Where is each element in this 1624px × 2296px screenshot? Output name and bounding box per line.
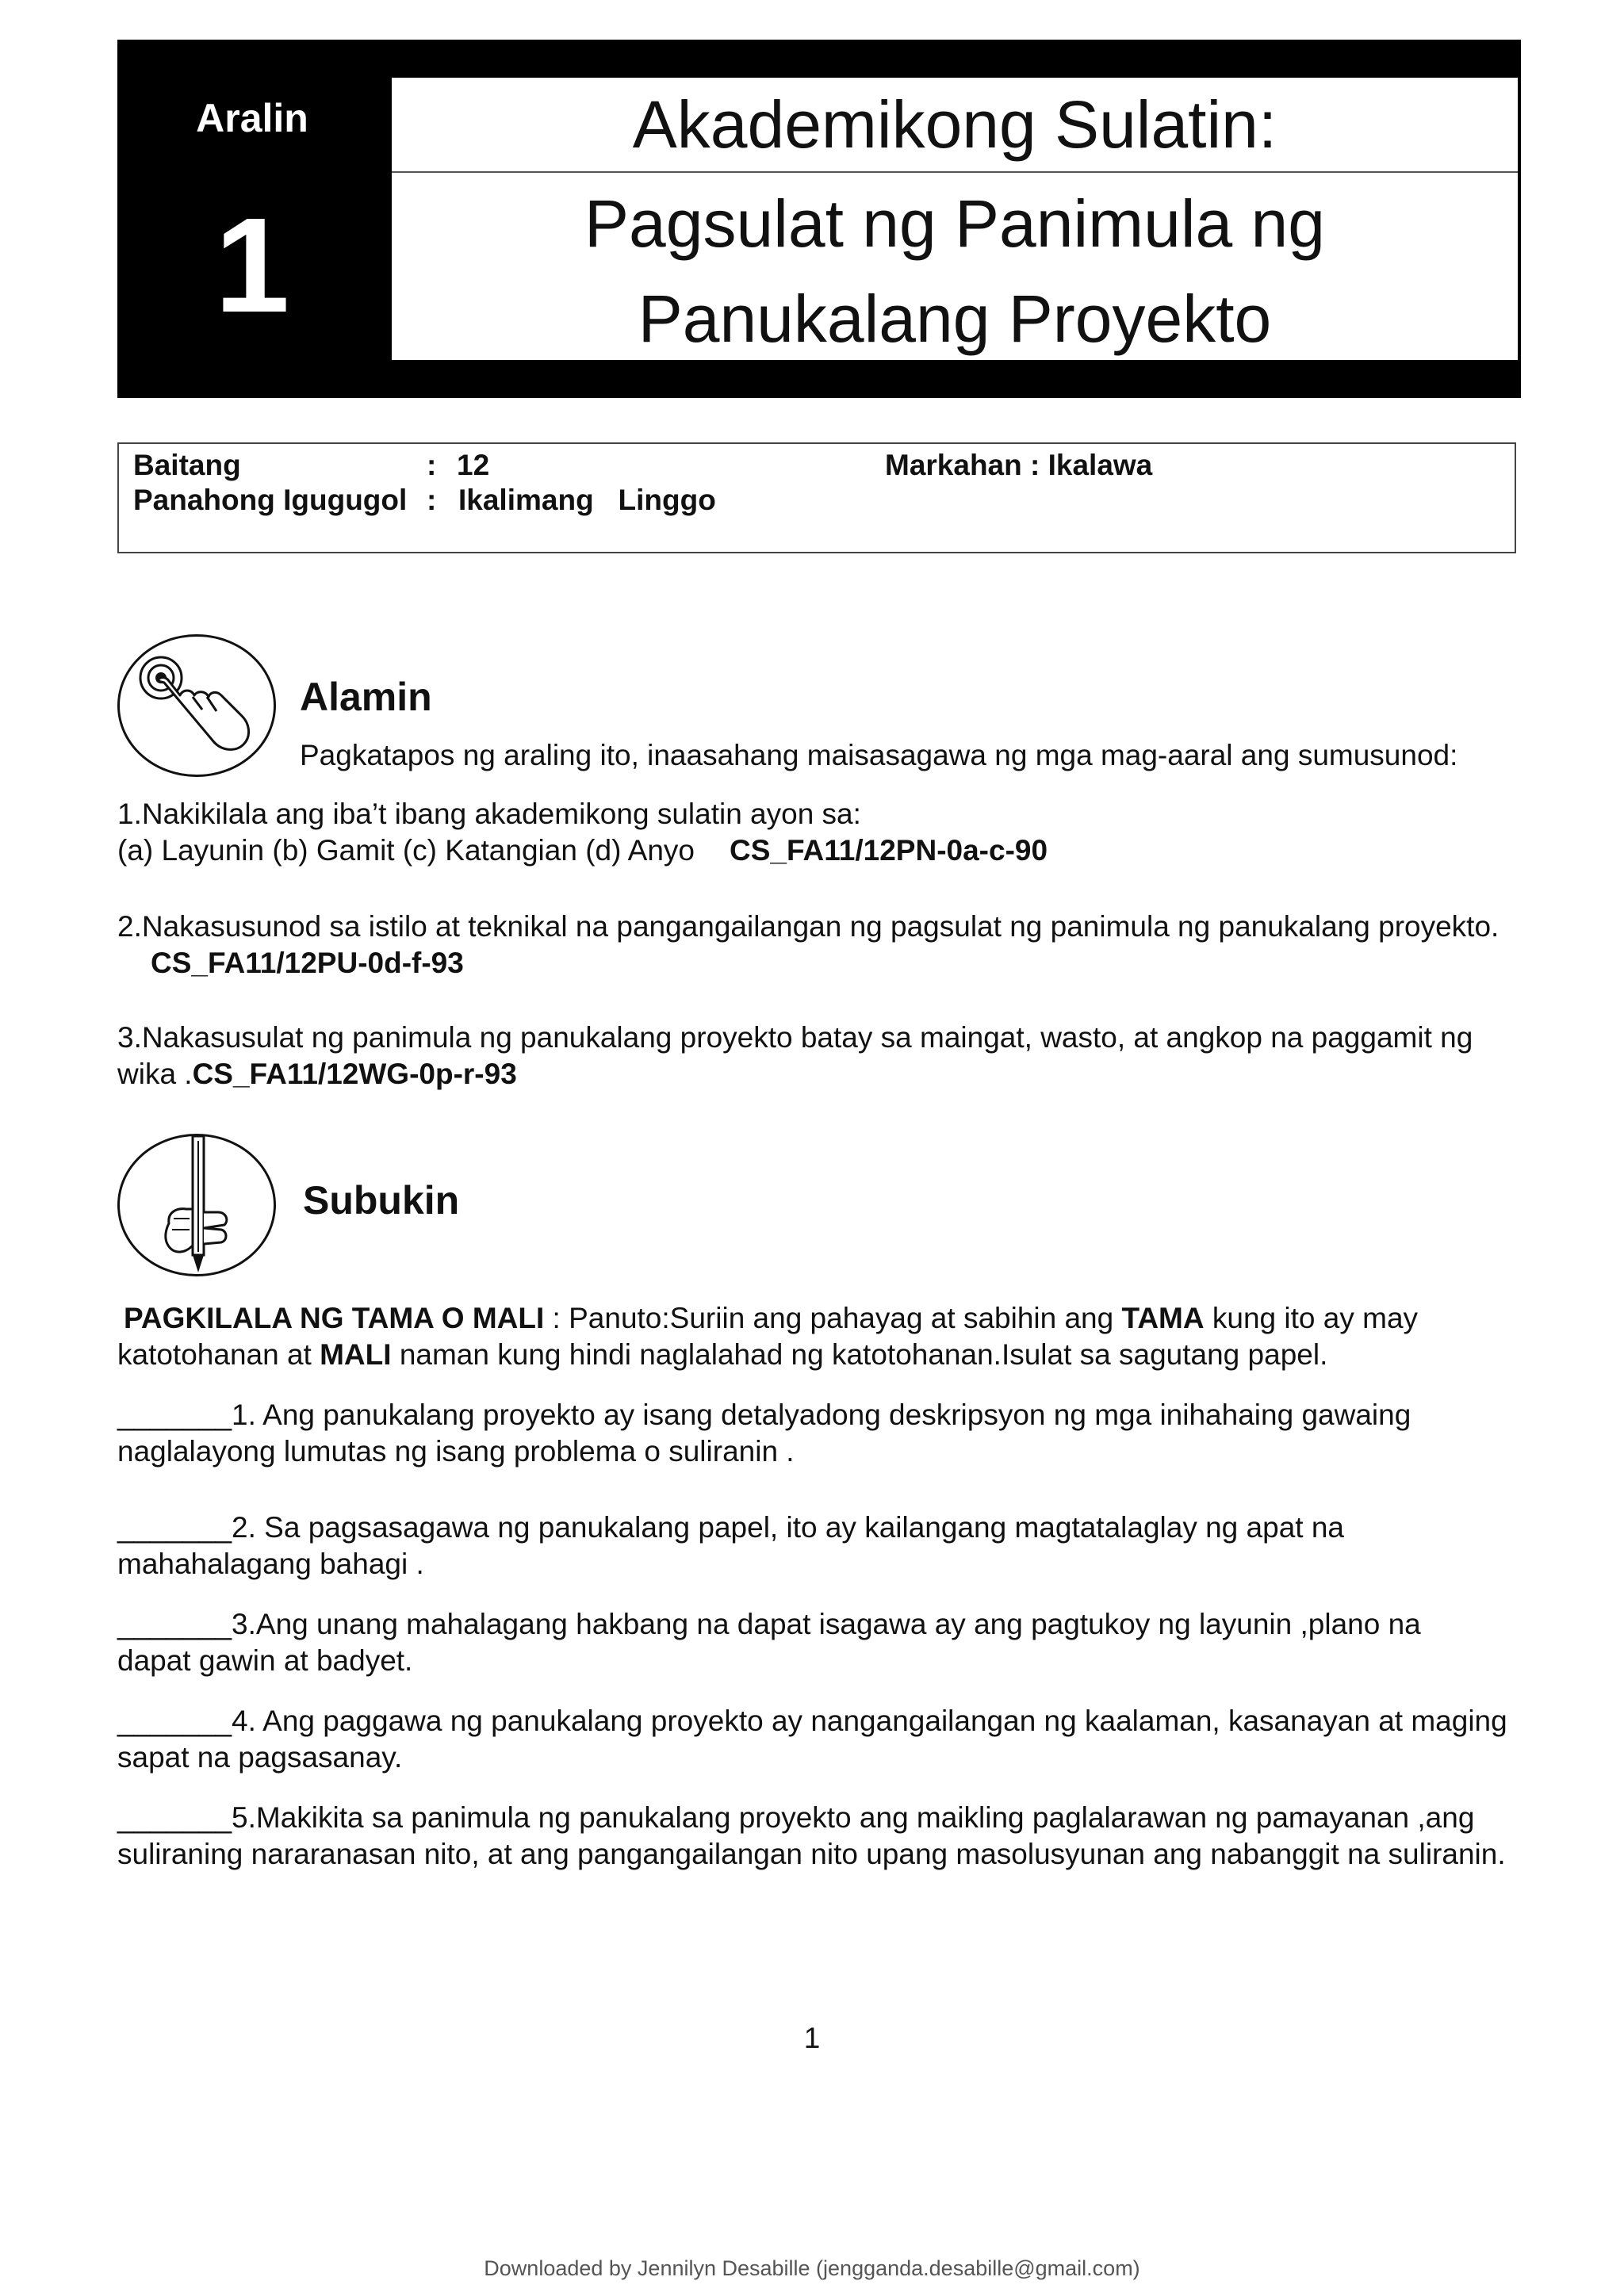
question-5-line1: _______5.Makikita sa panimula ng panukalang proyekto ang maikling paglalarawan ng pamayanan ,ang [117, 1801, 1475, 1834]
alamin-heading: Alamin [300, 675, 432, 719]
instruction-text-4: naman kung hindi naglalahad ng katotohanan.Isulat sa sagutang papel. [391, 1338, 1328, 1371]
instruction-line2 [117, 1337, 1327, 1373]
question-2-line1: _______2. Sa pagsasagawa ng panukalang papel, ito ay kailangang magtatalaglay ng apat na [117, 1511, 1344, 1544]
objective-2-line1: 2.Nakasusunod sa istilo at teknikal na pangangailangan ng pagsulat ng panimula ng panukalang proyekto. [117, 910, 1500, 943]
instruction-title: PAGKILALA NG TAMA O MALI [124, 1302, 545, 1334]
panahon-label: Panahong Igugugol [133, 484, 408, 516]
objective-3-code: CS_FA11/12WG-0p-r-93 [192, 1058, 517, 1090]
lesson-title-box [390, 76, 1519, 362]
alamin-intro: Pagkatapos ng araling ito, inaasahang maisasagawa ng mga mag-aaral ang sumusunod: [300, 739, 1458, 771]
objective-1-criteria: (a) Layunin (b) Gamit (c) Katangian (d) Anyo [117, 834, 695, 867]
subukin-heading: Subukin [303, 1178, 460, 1223]
question-3-line2: dapat gawin at badyet. [117, 1644, 413, 1677]
page-number: 1 [803, 2022, 821, 2054]
instruction-line1 [124, 1300, 1418, 1337]
objective-2-code-text: CS_FA11/12PU-0d-f-93 [151, 947, 464, 979]
objective-3-line2 [117, 1056, 517, 1093]
aralin-number: 1 [214, 190, 290, 341]
lesson-title-line3-text: Panukalang Proyekto [638, 281, 1272, 356]
objective-1-line2 [117, 832, 1048, 869]
objective-1-line1: 1.Nakikilala ang iba’t ibang akademikong sulatin ayon sa: [117, 798, 861, 830]
question-3-line1: _______3.Ang unang mahalagang hakbang na dapat isagawa ay ang pagtukoy ng layunin ,plano na [117, 1608, 1421, 1640]
instruction-text-2: kung ito ay may [1204, 1302, 1419, 1334]
markahan-text: Markahan : Ikalawa [885, 449, 1153, 481]
question-1-line1: _______1. Ang panukalang proyekto ay isang detalyadong deskripsyon ng mga inihahaing gawaing [117, 1399, 1411, 1431]
instruction-mali: MALI [320, 1338, 392, 1371]
instruction-text-3: katotohanan at [117, 1338, 320, 1371]
objective-2-code [151, 945, 464, 982]
baitang-separator: : [427, 449, 437, 481]
pointing-hand-icon [117, 634, 276, 777]
panahon-separator: : [427, 484, 437, 516]
instruction-tama: TAMA [1121, 1302, 1205, 1334]
question-1-line2: naglalayong lumutas ng isang problema o suliranin . [117, 1435, 795, 1468]
objective-3-line1: 3.Nakasusulat ng panimula ng panukalang proyekto batay sa maingat, wasto, at angkop na paggamit ng [117, 1021, 1473, 1054]
instruction-text-1: : Panuto:Suriin ang pahayag at sabihin ang [544, 1302, 1122, 1334]
aralin-label: Aralin [196, 96, 308, 140]
lesson-title-line2 [392, 176, 1518, 366]
question-2-line2: mahahalagang bahagi . [117, 1548, 424, 1580]
hand-holding-pencil-icon [117, 1134, 276, 1276]
lesson-title-line1: Akademikong Sulatin: [392, 78, 1518, 173]
panahon-value: Ikalimang Linggo [458, 484, 716, 516]
question-4-line2: sapat na pagsasanay. [117, 1741, 403, 1774]
objective-1-code: CS_FA11/12PN-0a-c-90 [730, 834, 1048, 867]
baitang-label: Baitang [133, 449, 241, 481]
question-4-line1: _______4. Ang paggawa ng panukalang proyekto ay nangangailangan ng kaalaman, kasanayan at maging [117, 1705, 1507, 1737]
baitang-value: 12 [457, 449, 490, 481]
download-footer: Downloaded by Jennilyn Desabille (jengganda.desabille@gmail.com) [484, 2256, 1140, 2280]
lesson-title-line2-text: Pagsulat ng Panimula ng [584, 186, 1325, 261]
objective-3-text: wika . [117, 1058, 193, 1090]
question-5-line2: suliraning nararanasan nito, at ang pangangailangan nito upang masolusyunan ang nabanggit na suliranin. [117, 1838, 1506, 1870]
